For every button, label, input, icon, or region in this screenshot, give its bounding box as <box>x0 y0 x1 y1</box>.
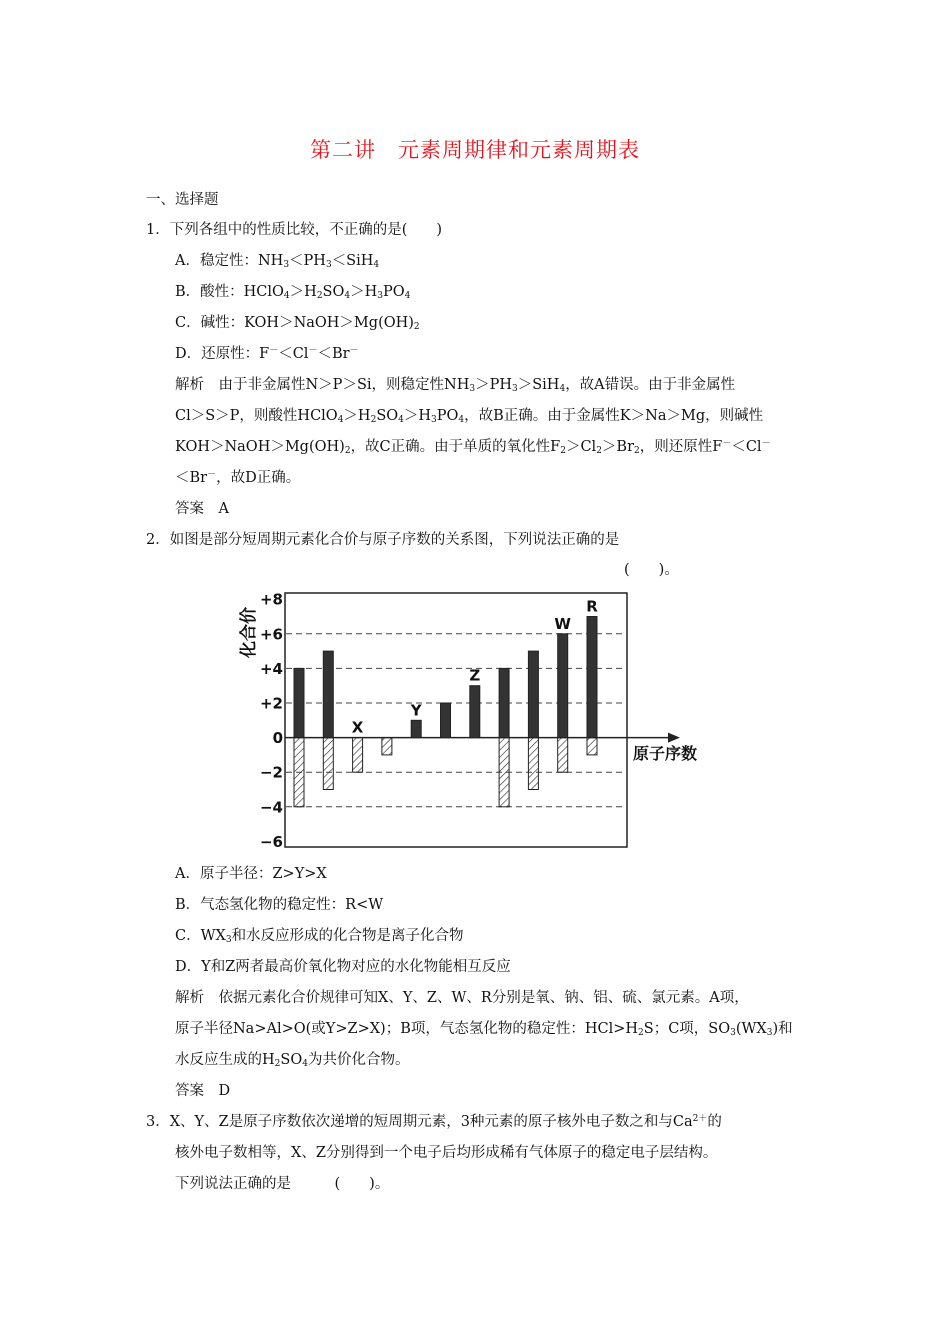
q2-stem-tail: ( )。 <box>624 562 679 578</box>
bar-positive <box>441 703 451 738</box>
section-heading: 一、选择题 <box>146 192 219 208</box>
q1-option-a: A．稳定性：$NH_3<PH_3<SiH_4$ <box>175 253 380 270</box>
bar-negative <box>587 738 597 755</box>
q3-line1: 3．X、Y、Z是原子序数依次递增的短周期元素，3种元素的原子核外电子数之和与$Ca^{2+}$的 <box>146 1114 722 1130</box>
q1-option-d: D．还原性：F－＜Cl－＜Br－ <box>175 346 359 362</box>
bar-negative <box>499 738 509 807</box>
bar-negative <box>353 738 363 773</box>
q1-option-c: C．碱性：$KOH>NaOH>Mg(OH)_2$ <box>175 315 420 332</box>
bar-positive <box>323 651 333 738</box>
q1-explanation-line3: $KOH>NaOH>Mg(OH)_2$，故C正确。由于单质的氧化性$F_2>Cl_2>Br_2$，则还原性F－＜Cl－ <box>175 439 771 456</box>
y-tick-label: +2 <box>259 694 283 713</box>
x-axis-arrow-icon <box>668 733 680 743</box>
q1-option-b: B．酸性：$HClO_4>H_2SO_4>H_3PO_4$ <box>175 284 411 301</box>
q2-explanation-line2: 原子半径Na>Al>O(或Y>Z>X)；B项，气态氢化物的稳定性：$HCl>H_2S$；C项，$SO_3(WX_3)$和 <box>175 1021 793 1038</box>
q3-line2: 核外电子数相等，X、Z分别得到一个电子后均形成稀有气体原子的稳定电子层结构。 <box>175 1145 718 1161</box>
y-axis-label: 化合价 <box>239 607 259 658</box>
q1-stem: 1．下列各组中的性质比较，不正确的是( ) <box>146 222 443 238</box>
y-tick-label: +8 <box>259 590 283 609</box>
page-title: 第二讲 元素周期律和元素周期表 <box>310 138 640 162</box>
y-tick-label: +6 <box>259 625 283 644</box>
bar-positive <box>411 720 421 737</box>
bar-label: Z <box>469 666 481 685</box>
bar-label: Y <box>410 701 422 720</box>
q2-explanation-line1: 解析 依据元素化合价规律可知X、Y、Z、W、R分别是氧、钠、铝、硫、氯元素。A项， <box>175 990 749 1006</box>
bar-positive <box>528 651 538 738</box>
y-tick-label: −6 <box>259 832 283 851</box>
bar-positive <box>470 686 480 738</box>
bar-negative <box>294 738 304 807</box>
q1-explanation-line4: ＜Br－，故D正确。 <box>175 470 301 486</box>
grid-lines <box>286 634 626 807</box>
bars <box>294 614 597 807</box>
q2-option-d: D．Y和Z两者最高价氧化物对应的水化物能相互反应 <box>175 959 511 975</box>
q2-option-b: B．气态氢化物的稳定性：R<W <box>175 897 384 913</box>
x-axis-label: 原子序数 <box>633 744 698 763</box>
bar-positive <box>499 668 509 737</box>
q2-stem: 2．如图是部分短周期元素化合价与原子序数的关系图，下列说法正确的是 <box>146 532 620 548</box>
q2-answer: 答案 D <box>175 1083 231 1099</box>
valence-chart <box>228 583 728 851</box>
y-tick-label: 0 <box>272 729 283 748</box>
chart-frame <box>285 593 627 847</box>
bar-negative <box>558 738 568 773</box>
q1-answer: 答案 A <box>175 501 229 517</box>
bar-label: X <box>351 718 364 737</box>
bar-negative <box>528 738 538 790</box>
y-tick-label: −4 <box>259 798 283 817</box>
bar-positive <box>294 668 304 737</box>
q1-explanation-line1: 解析 由于非金属性N＞P＞Si，则稳定性$NH_3>PH_3>SiH_4$，故A错误。由于非金属性 <box>175 377 736 394</box>
bar-negative <box>323 738 333 790</box>
bar-label: W <box>554 614 571 633</box>
y-tick-labels <box>260 591 283 851</box>
q1-explanation-line2: Cl＞S＞P，则酸性$HClO_4>H_2SO_4>H_3PO_4$，故B正确。由于金属性K＞Na＞Mg，则碱性 <box>175 408 764 425</box>
y-tick-label: −2 <box>259 763 283 782</box>
q2-option-c: C．$WX_3$和水反应形成的化合物是离子化合物 <box>175 928 464 945</box>
q3-line3: 下列说法正确的是 ( )。 <box>175 1176 390 1192</box>
q2-explanation-line3: 水反应生成的$H_2SO_4$为共价化合物。 <box>175 1052 410 1069</box>
bar-label: R <box>586 597 598 616</box>
bar-negative <box>382 738 392 755</box>
y-tick-label: +4 <box>259 659 283 678</box>
bar-positive <box>558 634 568 738</box>
q2-option-a: A．原子半径：Z>Y>X <box>175 866 327 882</box>
bar-positive <box>587 617 597 738</box>
